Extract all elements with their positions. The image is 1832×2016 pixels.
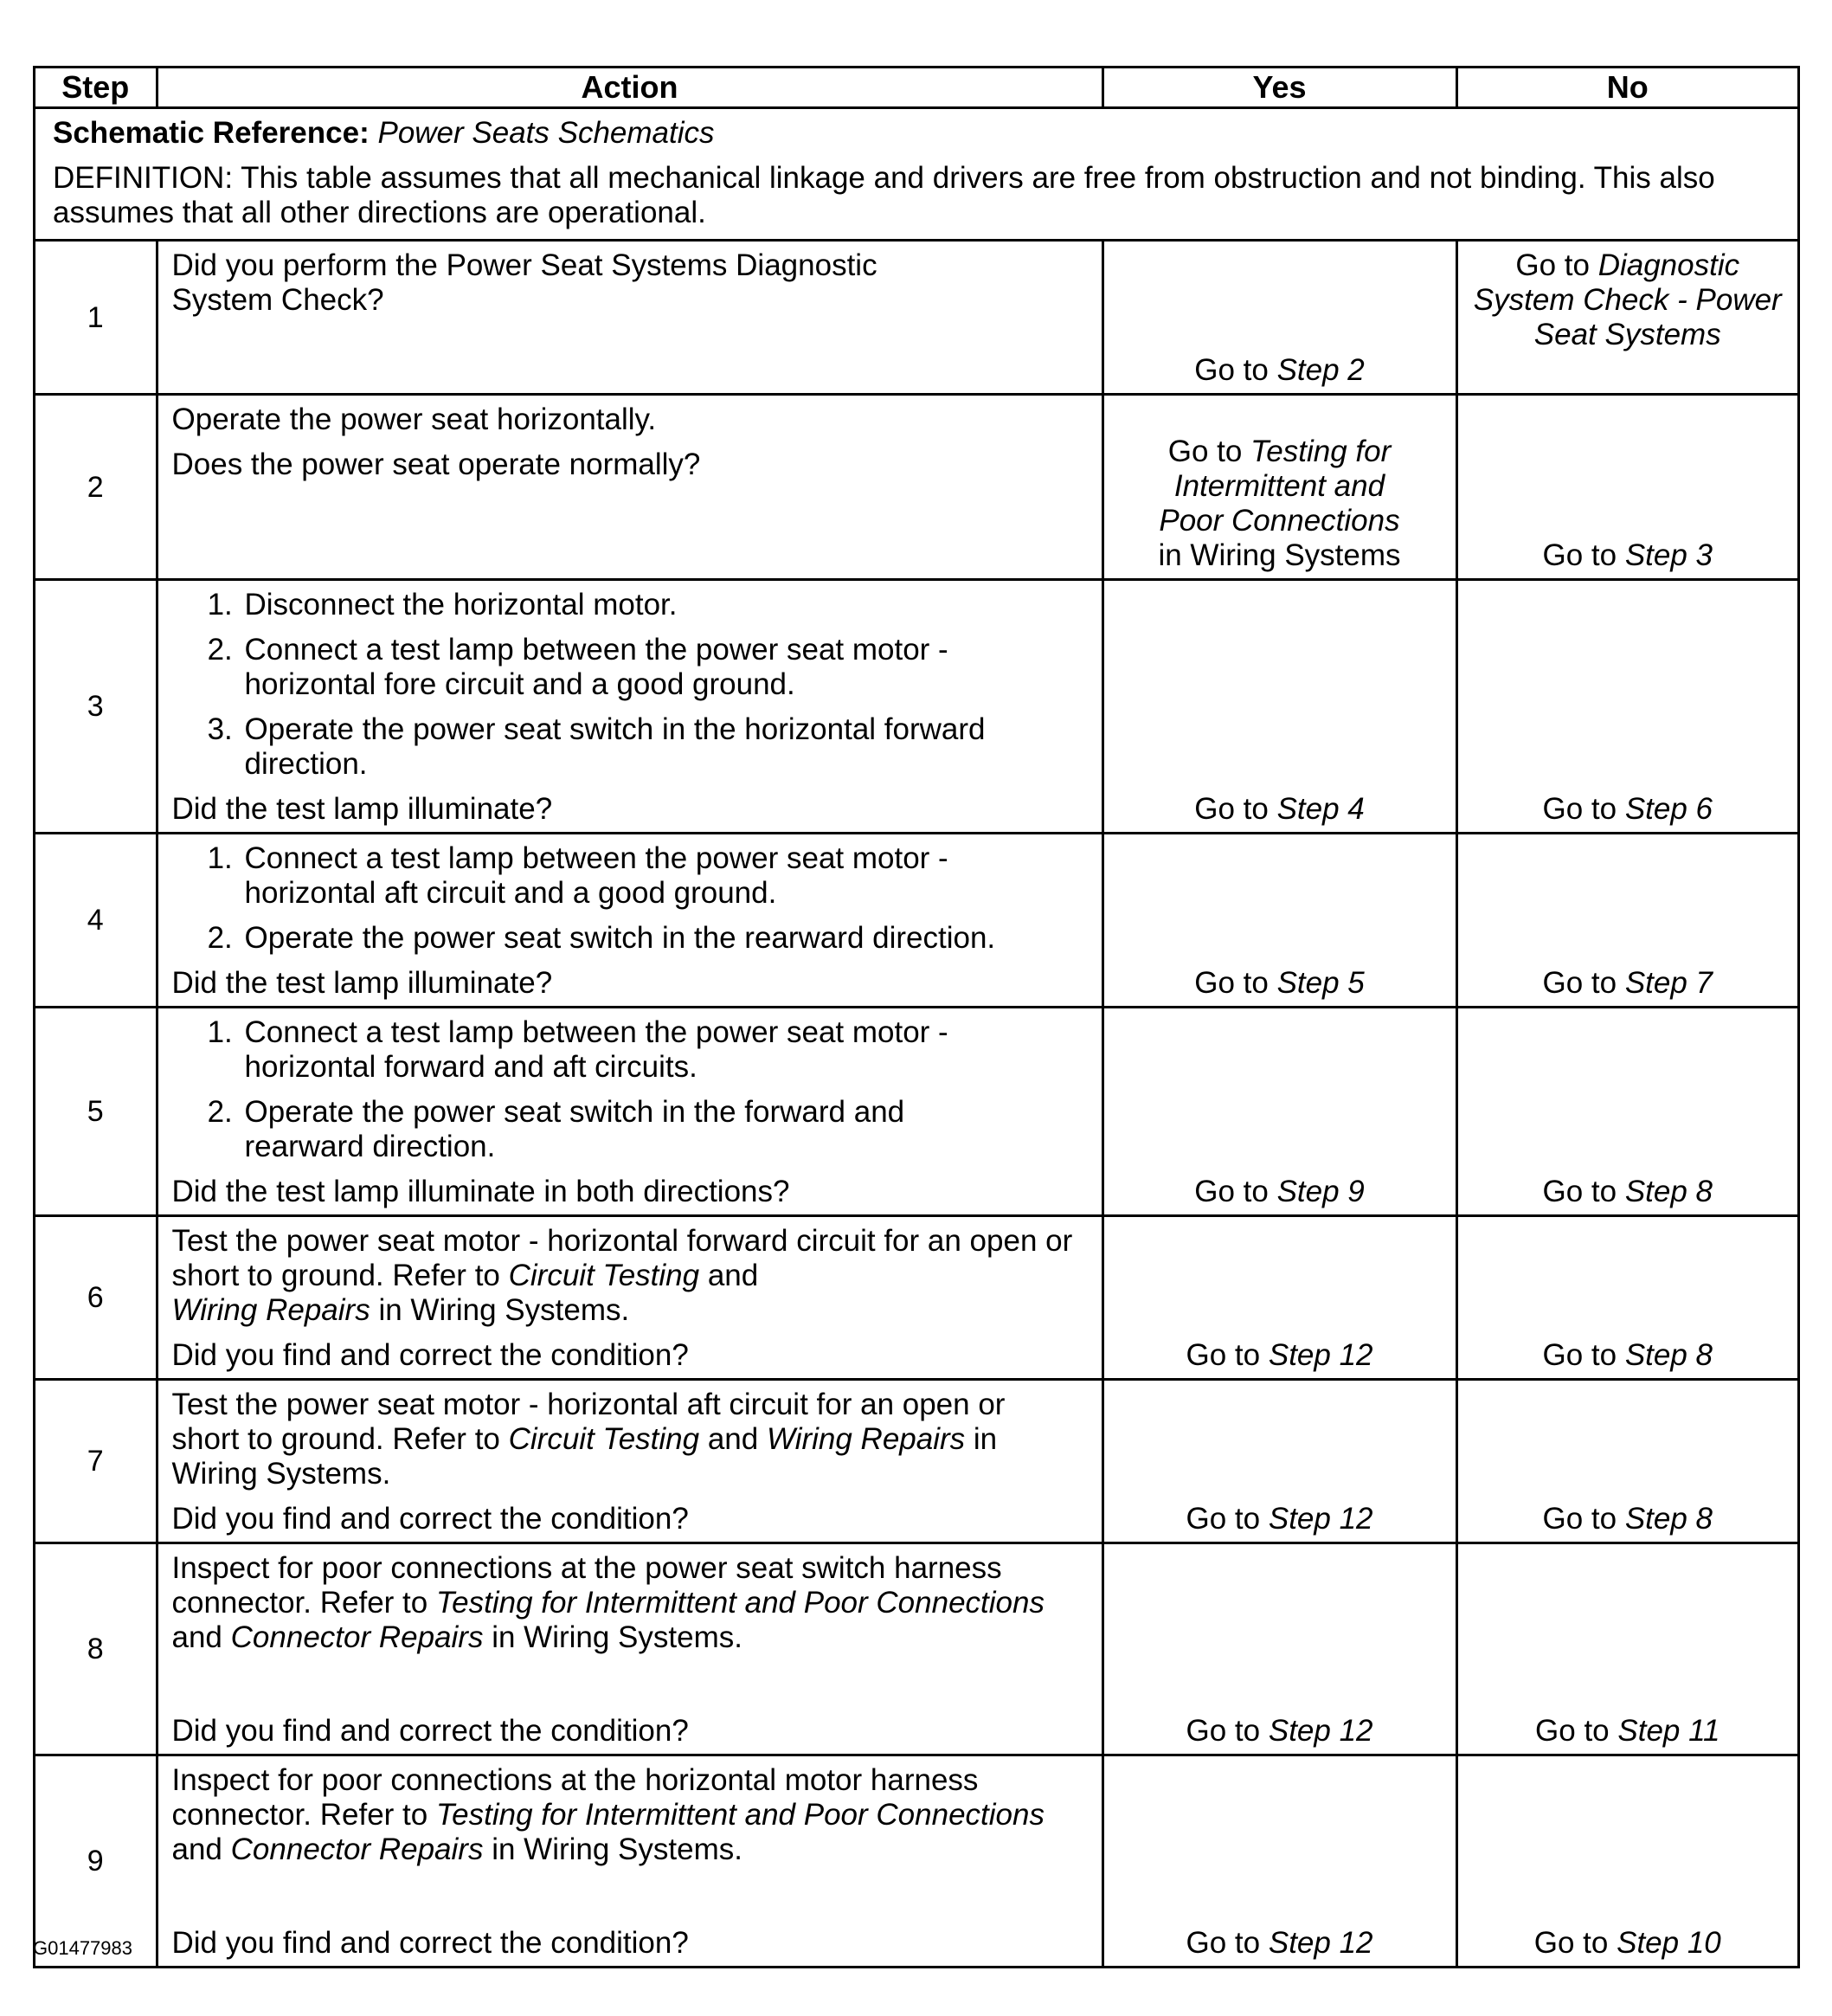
header-row bbox=[35, 68, 1797, 108]
table-row bbox=[35, 580, 1797, 834]
yes-cell: Go to Step 12 bbox=[1102, 1380, 1456, 1543]
action-question: Did you find and correct the condition? bbox=[171, 1338, 689, 1372]
list-item: 3. Operate the power seat switch in the horizontal forward direction. bbox=[241, 712, 1001, 782]
step-number: 7 bbox=[35, 1380, 157, 1543]
header-step: Step bbox=[35, 68, 157, 108]
header-yes: Yes bbox=[1102, 68, 1456, 108]
action-text: Test the power seat motor - horizontal aft circuit for an open or short to ground. Refer to Circuit Testing and Wiring Repairs in Wiring Systems. bbox=[171, 1388, 1006, 1491]
action-question: Did you find and correct the condition? bbox=[171, 1714, 689, 1748]
action-text: Operate the power seat horizontally. bbox=[171, 403, 657, 436]
action-text: Inspect for poor connections at the power seat switch harness connector. Refer to Testing for Intermittent and Poor Connections and Connector Repairs in Wiring Systems. bbox=[171, 1551, 1045, 1654]
list-item: 2. Operate the power seat switch in the rearward direction. bbox=[241, 921, 1088, 956]
yes-step-link: Step 9 bbox=[1276, 1175, 1365, 1208]
action-list bbox=[172, 588, 1088, 782]
definition-text: DEFINITION: This table assumes that all mechanical linkage and drivers are free from obstruction and not binding. This also assumes that all other directions are operational. bbox=[53, 161, 1715, 229]
list-item: 2. Operate the power seat switch in the forward and rearward direction. bbox=[241, 1095, 1001, 1164]
yes-cell: Go to Step 12 bbox=[1102, 1543, 1456, 1755]
step-number: 3 bbox=[35, 580, 157, 834]
no-cell: Go to Step 8 bbox=[1456, 1380, 1797, 1543]
action-list bbox=[172, 1015, 1088, 1164]
no-cell: Go to Step 3 bbox=[1456, 395, 1797, 580]
action-text: Test the power seat motor - horizontal forward circuit for an open or short to ground. Refer to Circuit Testing and Wiring Repairs in Wiring Systems. bbox=[171, 1224, 1073, 1327]
yes-cell: Go to Step 9 bbox=[1102, 1008, 1456, 1216]
header-action: Action bbox=[157, 68, 1102, 108]
no-cell: Go to Step 6 bbox=[1456, 580, 1797, 834]
step-number: 1 bbox=[35, 241, 157, 395]
list-item: 2. Connect a test lamp between the power seat motor - horizontal fore circuit and a good ground. bbox=[241, 633, 1001, 702]
wiring-repairs-link: Wiring Repairs bbox=[171, 1293, 370, 1327]
circuit-testing-link: Circuit Testing bbox=[508, 1422, 700, 1456]
diagnostic-table bbox=[33, 66, 1800, 1968]
yes-cell: Go to Testing for Intermittent and Poor Connections in Wiring Systems bbox=[1102, 395, 1456, 580]
connector-repairs-link: Connector Repairs bbox=[230, 1620, 484, 1654]
connector-repairs-link: Connector Repairs bbox=[230, 1832, 484, 1866]
yes-step-link: Step 12 bbox=[1268, 1338, 1373, 1372]
no-step-link: Step 10 bbox=[1617, 1926, 1721, 1960]
yes-cell: Go to Step 4 bbox=[1102, 580, 1456, 834]
no-step-link: Step 8 bbox=[1624, 1502, 1713, 1536]
no-cell: Go to Step 7 bbox=[1456, 834, 1797, 1008]
no-step-link: Step 3 bbox=[1624, 538, 1713, 572]
yes-cell: Go to Step 2 bbox=[1102, 241, 1456, 395]
yes-cell: Go to Step 5 bbox=[1102, 834, 1456, 1008]
action-list bbox=[172, 841, 1088, 956]
yes-step-link: Step 4 bbox=[1276, 792, 1365, 826]
list-item: 1. Disconnect the horizontal motor. bbox=[241, 588, 1001, 622]
yes-cell: Go to Step 12 bbox=[1102, 1216, 1456, 1380]
testing-link: Testing for Intermittent and Poor Connections bbox=[435, 1798, 1045, 1832]
list-item: 1. Connect a test lamp between the power seat motor - horizontal forward and aft circuits. bbox=[241, 1015, 1001, 1085]
no-cell: Go to Diagnostic System Check - Power Seat Systems bbox=[1456, 241, 1797, 395]
yes-step-link: Step 12 bbox=[1268, 1502, 1373, 1536]
table-row bbox=[35, 241, 1797, 395]
figure-id: G01477983 bbox=[33, 1937, 132, 1959]
no-cell: Go to Step 8 bbox=[1456, 1216, 1797, 1380]
action-question: Did you find and correct the condition? bbox=[171, 1502, 689, 1536]
header-no: No bbox=[1456, 68, 1797, 108]
action-question: Did you perform the Power Seat Systems Diagnostic System Check? bbox=[171, 248, 877, 317]
yes-step-link: Step 5 bbox=[1276, 966, 1365, 1000]
table-row bbox=[35, 1216, 1797, 1380]
step-number: 5 bbox=[35, 1008, 157, 1216]
action-question: Did the test lamp illuminate in both directions? bbox=[171, 1175, 790, 1208]
table-row bbox=[35, 834, 1797, 1008]
action-question: Did the test lamp illuminate? bbox=[171, 792, 553, 826]
yes-step-link: Testing for Intermittent and Poor Connections bbox=[1159, 435, 1400, 538]
action-question: Did the test lamp illuminate? bbox=[171, 966, 553, 1000]
yes-cell: Go to Step 12 bbox=[1102, 1755, 1456, 1967]
step-number: 8 bbox=[35, 1543, 157, 1755]
table-row bbox=[35, 395, 1797, 580]
no-step-link: Diagnostic System Check - Power Seat Systems bbox=[1473, 248, 1782, 351]
no-cell: Go to Step 10 bbox=[1456, 1755, 1797, 1967]
step-number: 2 bbox=[35, 395, 157, 580]
table-row bbox=[35, 1380, 1797, 1543]
schematic-reference bbox=[53, 116, 1780, 151]
list-item: 1. Connect a test lamp between the power seat motor - horizontal aft circuit and a good ground. bbox=[241, 841, 1001, 911]
yes-step-link: Step 2 bbox=[1276, 353, 1365, 387]
no-step-link: Step 11 bbox=[1617, 1714, 1720, 1748]
step-number: 4 bbox=[35, 834, 157, 1008]
no-step-link: Step 6 bbox=[1624, 792, 1713, 826]
yes-step-link: Step 12 bbox=[1268, 1714, 1373, 1748]
action-question: Does the power seat operate normally? bbox=[171, 448, 701, 481]
table-row bbox=[35, 1543, 1797, 1755]
yes-step-link: Step 12 bbox=[1268, 1926, 1373, 1960]
step-number: 9 bbox=[35, 1755, 157, 1967]
testing-link: Testing for Intermittent and Poor Connections bbox=[435, 1586, 1045, 1620]
action-question: Did you find and correct the condition? bbox=[171, 1926, 689, 1960]
no-cell: Go to Step 8 bbox=[1456, 1008, 1797, 1216]
circuit-testing-link: Circuit Testing bbox=[508, 1259, 700, 1292]
schematic-label: Schematic Reference: bbox=[53, 116, 370, 150]
schematic-link: Power Seats Schematics bbox=[377, 116, 715, 150]
no-cell: Go to Step 11 bbox=[1456, 1543, 1797, 1755]
no-step-link: Step 8 bbox=[1624, 1338, 1713, 1372]
step-number: 6 bbox=[35, 1216, 157, 1380]
table-row bbox=[35, 1008, 1797, 1216]
action-text: Inspect for poor connections at the horizontal motor harness connector. Refer to Testing for Intermittent and Poor Connections and Connector Repairs in Wiring Systems. bbox=[171, 1763, 1045, 1866]
wiring-repairs-link: Wiring Repairs bbox=[766, 1422, 966, 1456]
no-step-link: Step 7 bbox=[1624, 966, 1713, 1000]
schematic-reference-row bbox=[35, 108, 1797, 241]
no-step-link: Step 8 bbox=[1624, 1175, 1713, 1208]
table-row bbox=[35, 1755, 1797, 1967]
